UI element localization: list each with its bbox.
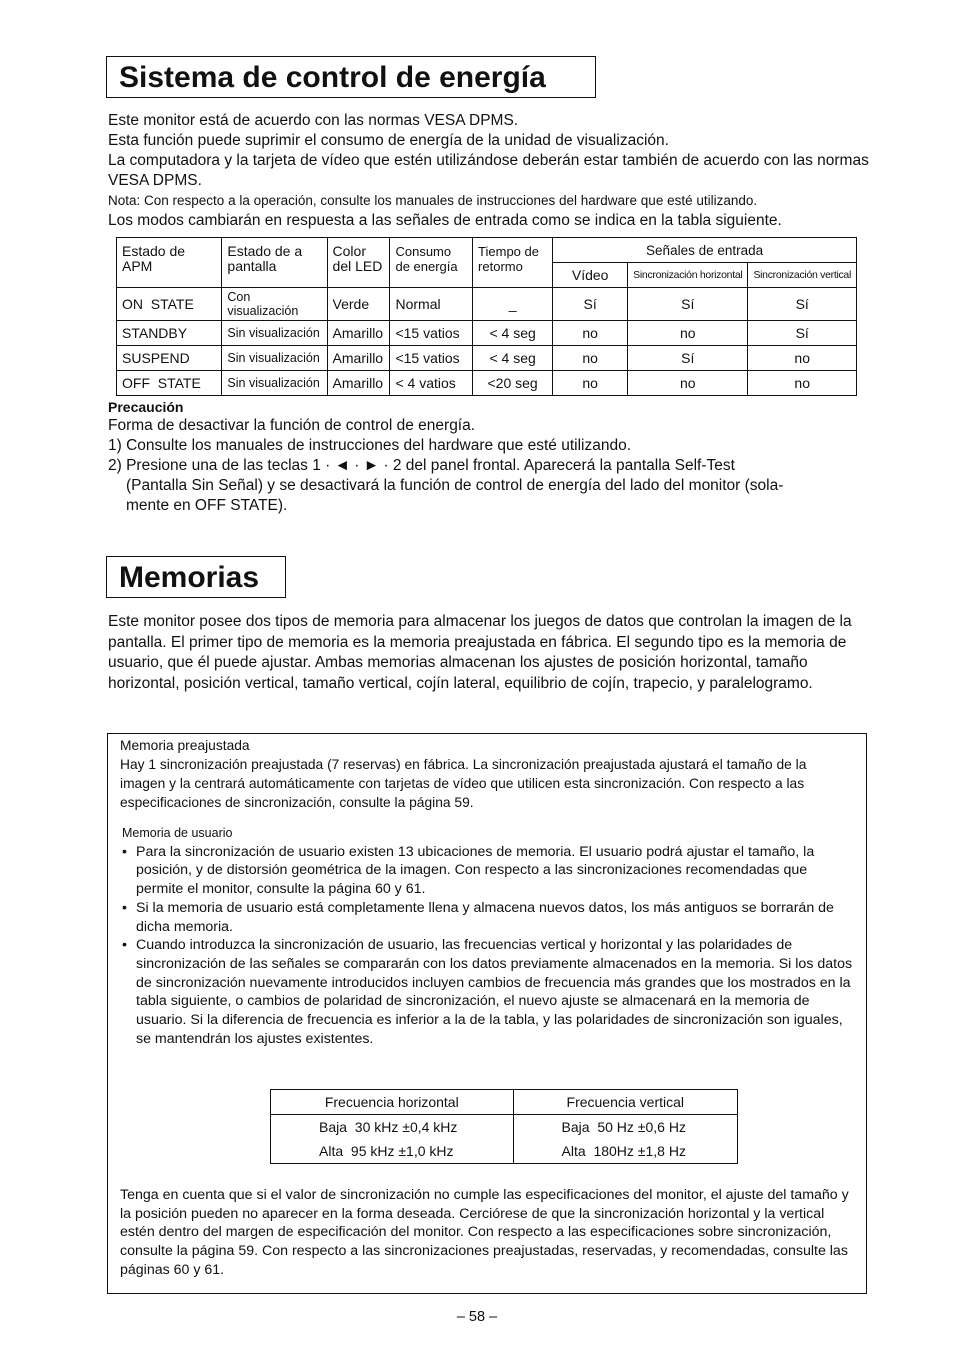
closing-paragraph: Tenga en cuenta que si el valor de sincronización no cumple las especificaciones del monitor, el ajuste del tamaño y la posición pueden no aparecer en la forma deseada. Cerciórese de que la sincronización horizontal y la vertical estén dentro del margen de especificación del monitor. Con respecto a las especificaciones sobre sincronización, consulte la página 59. Con respecto a las sincronizaciones preajustadas, reservadas, y recomendadas, consulte las páginas 60 y 61.: [120, 1187, 849, 1278]
energy-section-heading: Sistema de control de energía: [106, 56, 596, 98]
cell-hsync: Sí: [628, 288, 748, 321]
note-line: Nota: Con respecto a la operación, consulte los manuales de instrucciones del hardware que esté utilizando.: [108, 193, 758, 208]
cell-vsync: Sí: [748, 321, 857, 346]
cell-vsync: no: [748, 371, 857, 396]
table-row: [271, 1115, 738, 1140]
cell-consumption: <15 vatios: [390, 321, 473, 346]
header-screen: Estado de a pantalla: [222, 238, 327, 288]
header-apm: Estado de APM: [117, 238, 222, 288]
header-horizontal: Frecuencia horizontal: [271, 1090, 514, 1115]
cell-screen: Con visualización: [222, 288, 327, 321]
modes-sentence: Los modos cambiarán en respuesta a las señales de entrada como se indica en la tabla siguiente.: [108, 212, 782, 229]
cell-time: < 4 seg: [473, 346, 553, 371]
intro-line: La computadora y la tarjeta de vídeo que estén utilizándose deberán estar también de acuerdo con las normas VESA DPMS.: [108, 152, 869, 189]
precaution-line: (Pantalla Sin Señal) y se desactivará la función de control de energía del lado del monitor (sola-: [126, 477, 784, 494]
energy-intro: [108, 111, 878, 211]
cell-screen: Sin visualización: [222, 346, 327, 371]
cell-time: <20 seg: [473, 371, 553, 396]
cell-apm: STANDBY: [117, 321, 222, 346]
cell-consumption: <15 vatios: [390, 346, 473, 371]
precaution-line: mente en OFF STATE).: [126, 497, 288, 514]
memories-intro: Este monitor posee dos tipos de memoria para almacenar los juegos de datos que controlan la imagen de la pantalla. El primer tipo de memoria es la memoria preajustada en fábrica. El segundo tipo es la memoria de usuario, que él puede ajustar. Ambas memorias almacenan los ajustes de posición horizontal, tamaño horizontal, posición vertical, tamaño vertical, cojín lateral, equilibrio de cojín, trapecio, y paralelogramo.: [108, 613, 852, 692]
precaution-title: Precaución: [108, 399, 184, 415]
preset-memory-text: Hay 1 sincronización preajustada (7 reservas) en fábrica. La sincronización preajustada ajustará el tamaño de la imagen y la centrará automáticamente con tarjetas de vídeo que utilicen esta sincronización. Con respecto a las especificaciones de sincronización, consulte la página 59.: [120, 757, 807, 810]
cell-video: no: [553, 346, 628, 371]
cell-vertical: Baja 50 Hz ±0,6 Hz: [513, 1115, 737, 1140]
preset-memory-title: Memoria preajustada: [120, 738, 250, 753]
cell-time: < 4 seg: [473, 321, 553, 346]
cell-led: Amarillo: [327, 371, 390, 396]
cell-horizontal: Alta 95 kHz ±1,0 kHz: [271, 1139, 514, 1164]
table-header-row: [271, 1090, 738, 1115]
header-vsync: Sincronización vertical: [748, 263, 857, 288]
cell-hsync: Sí: [628, 346, 748, 371]
cell-led: Amarillo: [327, 321, 390, 346]
table-row: [117, 371, 857, 396]
header-led: Color del LED: [327, 238, 390, 288]
header-signals: Señales de entrada: [553, 238, 857, 263]
cell-vsync: no: [748, 346, 857, 371]
table-row: [117, 288, 857, 321]
cell-screen: Sin visualización: [222, 321, 327, 346]
cell-led: Amarillo: [327, 346, 390, 371]
header-consumption: Consumo de energía: [390, 238, 473, 288]
page-number: – 58 –: [456, 1309, 498, 1325]
precaution-line: 1) Consulte los manuales de instrucciones del hardware que esté utilizando.: [108, 437, 631, 454]
cell-horizontal: Baja 30 kHz ±0,4 kHz: [271, 1115, 514, 1140]
user-memory-title: Memoria de usuario: [122, 826, 233, 840]
cell-video: Sí: [553, 288, 628, 321]
list-item: • Para la sincronización de usuario existen 13 ubicaciones de memoria. El usuario podrá ajustar el tamaño, la posición, y de distorsión geométrica de la imagen. Con respecto a las sincronizaciones recomendadas que permite el monitor, consulte la página 60 y 61.: [122, 843, 857, 899]
cell-vertical: Alta 180Hz ±1,8 Hz: [513, 1139, 737, 1164]
cell-video: no: [553, 371, 628, 396]
cell-apm: OFF STATE: [117, 371, 222, 396]
precaution-block: [108, 398, 868, 516]
precaution-line: Forma de desactivar la función de control de energía.: [108, 417, 476, 434]
cell-hsync: no: [628, 371, 748, 396]
list-item: • Cuando introduzca la sincronización de usuario, las frecuencias vertical y horizontal y las polaridades de sincronización de las señales se compararán con los datos previamente almacenados en la memoria. Si los datos de sincronización nuevamente introducidos incluyen cambios de frecuencia más grandes que los mostrados en la tabla siguiente, o cambios de polaridad de sincronización, el nuevo ajuste se almacenará en la memoria de usuario. Si la diferencia de frecuencia es inferior a la de la tabla, y las polaridades de sincronización son iguales, se mantendrán los ajustes existentes.: [122, 936, 857, 1048]
precaution-line: 2) Presione una de las teclas 1 · ◄ · ► · 2 del panel frontal. Aparecerá la pantalla Self-Test: [108, 457, 735, 474]
intro-line: Esta función puede suprimir el consumo de energía de la unidad de visualización.: [108, 132, 669, 149]
memories-section-heading: Memorias: [106, 556, 286, 598]
cell-hsync: no: [628, 321, 748, 346]
header-hsync: Sincronización horizontal: [628, 263, 748, 288]
table-row: [271, 1139, 738, 1164]
list-item: • Si la memoria de usuario está completamente llena y almacena nuevos datos, los más antiguos se borrarán de dicha memoria.: [122, 899, 857, 936]
cell-apm: ON STATE: [117, 288, 222, 321]
cell-vsync: Sí: [748, 288, 857, 321]
table-row: [117, 321, 857, 346]
user-memory-block: [122, 824, 857, 1048]
power-modes-table: [116, 237, 857, 396]
cell-apm: SUSPEND: [117, 346, 222, 371]
header-time: Tiempo de retormo: [473, 238, 553, 288]
cell-screen: Sin visualización: [222, 371, 327, 396]
intro-line: Este monitor está de acuerdo con las normas VESA DPMS.: [108, 112, 519, 129]
header-vertical: Frecuencia vertical: [513, 1090, 737, 1115]
cell-time: _: [473, 288, 553, 321]
table-row: [117, 346, 857, 371]
cell-consumption: < 4 vatios: [390, 371, 473, 396]
cell-consumption: Normal: [390, 288, 473, 321]
table-header-row: [117, 238, 857, 263]
preset-memory-block: [120, 736, 855, 812]
cell-led: Verde: [327, 288, 390, 321]
cell-video: no: [553, 321, 628, 346]
header-video: Vídeo: [553, 263, 628, 288]
frequency-table: [270, 1089, 738, 1164]
